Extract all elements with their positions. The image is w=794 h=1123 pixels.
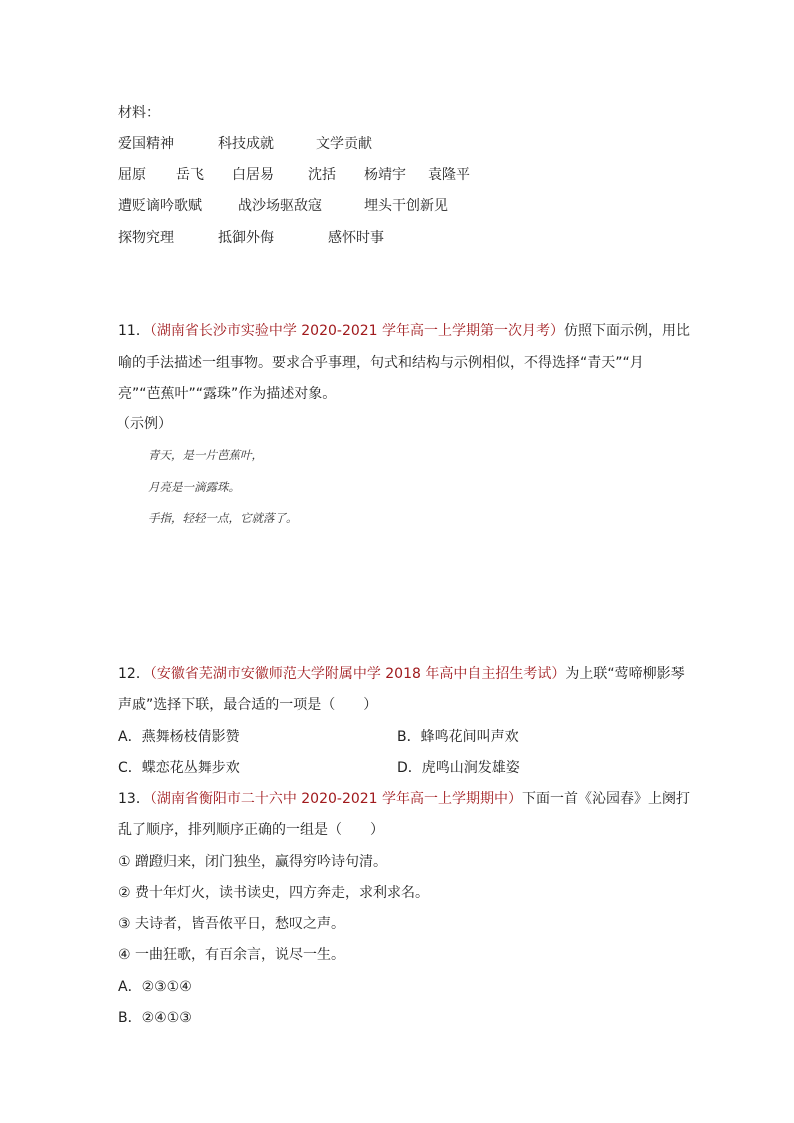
material-item: 岳飞 — [176, 167, 204, 183]
material-item: 科技成就 — [218, 136, 274, 152]
question-text: 下面一首《沁园春》上阕打 — [522, 791, 691, 807]
q12-line-2: 声戚”选择下联，最合适的一项是（ ） — [118, 697, 378, 713]
question-source: （湖南省长沙市实验中学 2020-2021 学年高一上学期第一次月考） — [149, 323, 565, 339]
question-source: （湖南省衡阳市二十六中 2020-2021 学年高一上学期期中） — [149, 791, 523, 807]
q12-line-1 — [118, 664, 685, 684]
poem-line: ③ 夫诗者，皆吾侬平日，愁叹之声。 — [118, 916, 346, 932]
material-row-1 — [118, 134, 518, 154]
question-text: 为上联“莺啼柳影琴 — [565, 666, 685, 682]
material-item: 抵御外侮 — [218, 230, 274, 246]
q11-line-1 — [118, 321, 690, 341]
material-item: 爱国精神 — [118, 136, 174, 152]
material-item: 埋头干创新见 — [364, 198, 448, 214]
material-row-2 — [118, 165, 518, 185]
example-label: （示例） — [116, 416, 172, 432]
material-item: 白居易 — [232, 167, 274, 183]
question-text: 仿照下面示例，用比 — [564, 323, 691, 339]
material-item: 感怀时事 — [328, 230, 384, 246]
material-heading: 材料： — [118, 105, 160, 121]
material-row-3 — [118, 196, 518, 216]
question-number: 13． — [118, 791, 150, 807]
material-item: 战沙场驱敌寇 — [238, 198, 322, 214]
q11-line-3: 亮”“芭蕉叶”“露珠”作为描述对象。 — [118, 386, 337, 402]
option-b[interactable]: B．②④①③ — [118, 1010, 192, 1026]
material-item: 探物究理 — [118, 230, 174, 246]
question-number: 12． — [118, 666, 150, 682]
material-item: 杨靖宇 — [364, 167, 406, 183]
option-b[interactable]: B．蜂鸣花间叫声欢 — [397, 729, 519, 745]
question-number: 11． — [118, 323, 150, 339]
material-item: 屈原 — [118, 167, 146, 183]
example-line: 月亮是一滴露珠。 — [148, 480, 240, 494]
material-item: 遭贬谪吟歌赋 — [118, 198, 202, 214]
poem-line: ② 费十年灯火，读书读史，四方奔走，求利求名。 — [118, 885, 429, 901]
material-row-4 — [118, 228, 518, 248]
question-source: （安徽省芜湖市安徽师范大学附属中学 2018 年高中自主招生考试） — [149, 666, 566, 682]
material-item: 文学贡献 — [316, 136, 372, 152]
option-a[interactable]: A．②③①④ — [118, 979, 192, 995]
poem-line: ① 蹭蹬归来，闭门独坐，赢得穷吟诗句清。 — [118, 854, 387, 870]
option-c[interactable]: C．蝶恋花丛舞步欢 — [118, 760, 240, 776]
example-line: 手指，轻轻一点，它就落了。 — [148, 511, 298, 525]
poem-line: ④ 一曲狂歌，有百余言，说尽一生。 — [118, 947, 346, 963]
q11-line-2: 喻的手法描述一组事物。要求合乎事理，句式和结构与示例相似，不得选择“青天”“月 — [118, 355, 644, 371]
q13-line-1 — [118, 789, 690, 809]
option-d[interactable]: D．虎鸣山涧发雄姿 — [397, 760, 520, 776]
material-item: 袁隆平 — [428, 167, 470, 183]
example-line: 青天，是一片芭蕉叶， — [148, 448, 263, 462]
option-a[interactable]: A．燕舞杨枝倩影赞 — [118, 729, 240, 745]
q13-line-2: 乱了顺序，排列顺序正确的一组是（ ） — [118, 822, 384, 838]
material-item: 沈括 — [308, 167, 336, 183]
